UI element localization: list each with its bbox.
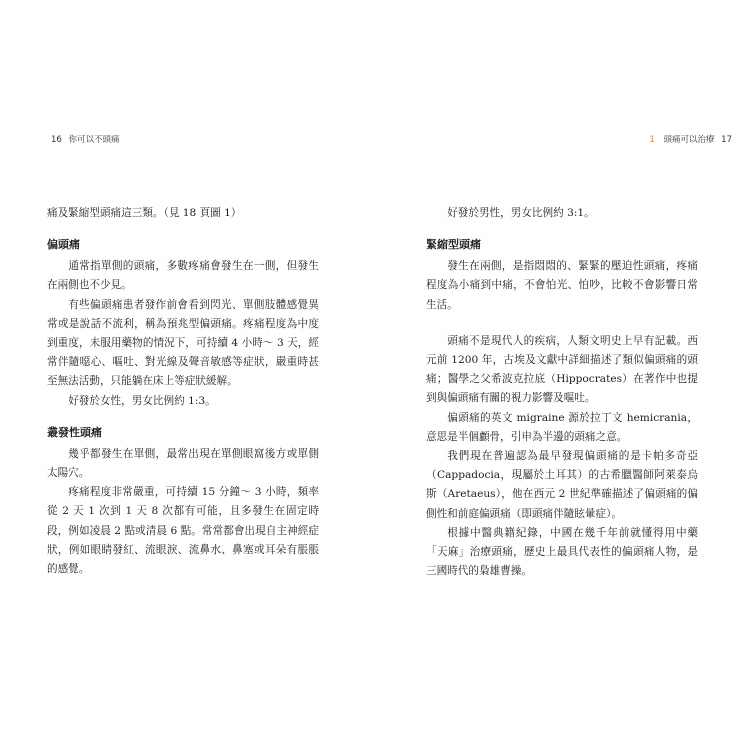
section-heading-cluster: 叢發性頭痛 [47,425,102,439]
migraine-paragraph-1: 通常指單側的頭痛，多數疼痛會發生在一側，但發生在兩側也不少見。 [47,260,319,292]
history-paragraph-4: 根據中醫典籍紀錄，中國在幾千年前就懂得用中藥「天麻」治療頭痛，歷史上最具代表性的偏頭痛人物，是三國時代的梟雄曹操。 [426,526,698,578]
cluster-paragraph-1: 幾乎都發生在單側，最常出現在單側眼窩後方或單側太陽穴。 [47,447,319,480]
migraine-paragraph-3: 好發於女性，男女比例約 1:3。 [68,394,216,407]
migraine-paragraph-2: 有些偏頭痛患者發作前會看到閃光、單側肢體感覺異常或是說話不流利，稱為預兆型偏頭痛。疼痛程度為中度到重度，未服用藥物的情況下，可持續 4 小時～ 3 天，經常伴隨噁心、嘔吐、對光線及聲音敏感等症狀，嚴重時甚至無法活動，只能躺在床上等症狀緩解。 [47,298,319,388]
section-heading-tension: 緊縮型頭痛 [426,238,481,252]
left-opening-line: 痛及緊縮型頭痛這三類。（見 18 頁圖 1） [47,207,242,219]
paragraph-gap [426,315,698,332]
right-body [426,204,698,581]
tension-paragraph-1: 發生在兩側，是指悶悶的、緊緊的壓迫性頭痛，疼痛程度為小痛到中痛，不會怕光、怕吵，比較不會影響日常生活。 [426,260,698,311]
chapter-number: 1 [649,135,655,145]
right-opening-line: 好發於男性，男女比例約 3:1。 [447,207,595,219]
right-running-header [649,133,736,145]
left-page-number: 16 [51,135,62,145]
section-heading-migraine: 偏頭痛 [47,238,80,252]
left-book-title: 你可以不頭痛 [68,135,120,145]
cluster-paragraph-2: 疼痛程度非常嚴重，可持續 15 分鐘～ 3 小時，頻率從 2 天 1 次到 1 天 8 次都有可能，且多發生在固定時段，例如凌晨 2 點或清晨 6 點。常常都會出現自主神經症狀，例如眼睛發紅、流眼淚、流鼻水、鼻塞或耳朵有脹脹的感覺。 [47,486,319,576]
left-running-header [47,133,120,145]
right-page-number: 17 [721,135,732,145]
chapter-title: 頭痛可以治療 [663,135,715,145]
history-paragraph-1: 頭痛不是現代人的疾病，人類文明史上早有記載。西元前 1200 年，古埃及文獻中詳細描述了類似偏頭痛的頭痛；醫學之父希波克拉底（Hippocrates）在著作中也提到與偏頭痛有關的視力影響及嘔吐。 [426,334,698,405]
left-body [47,204,319,579]
history-paragraph-3: 我們現在普遍認為最早發現偏頭痛的是卡帕多奇亞（Cappadocia，現屬於土耳其）的古希臘醫師阿萊泰烏斯（Aretaeus），他在西元 2 世紀準確描述了偏頭痛的偏側性和前庭偏頭痛（即頭痛伴隨眩暈症）。 [426,450,698,520]
history-paragraph-2: 偏頭痛的英文 migraine 源於拉丁文 hemicrania，意思是半個顱骨，引申為半邊的頭痛之意。 [426,411,698,443]
